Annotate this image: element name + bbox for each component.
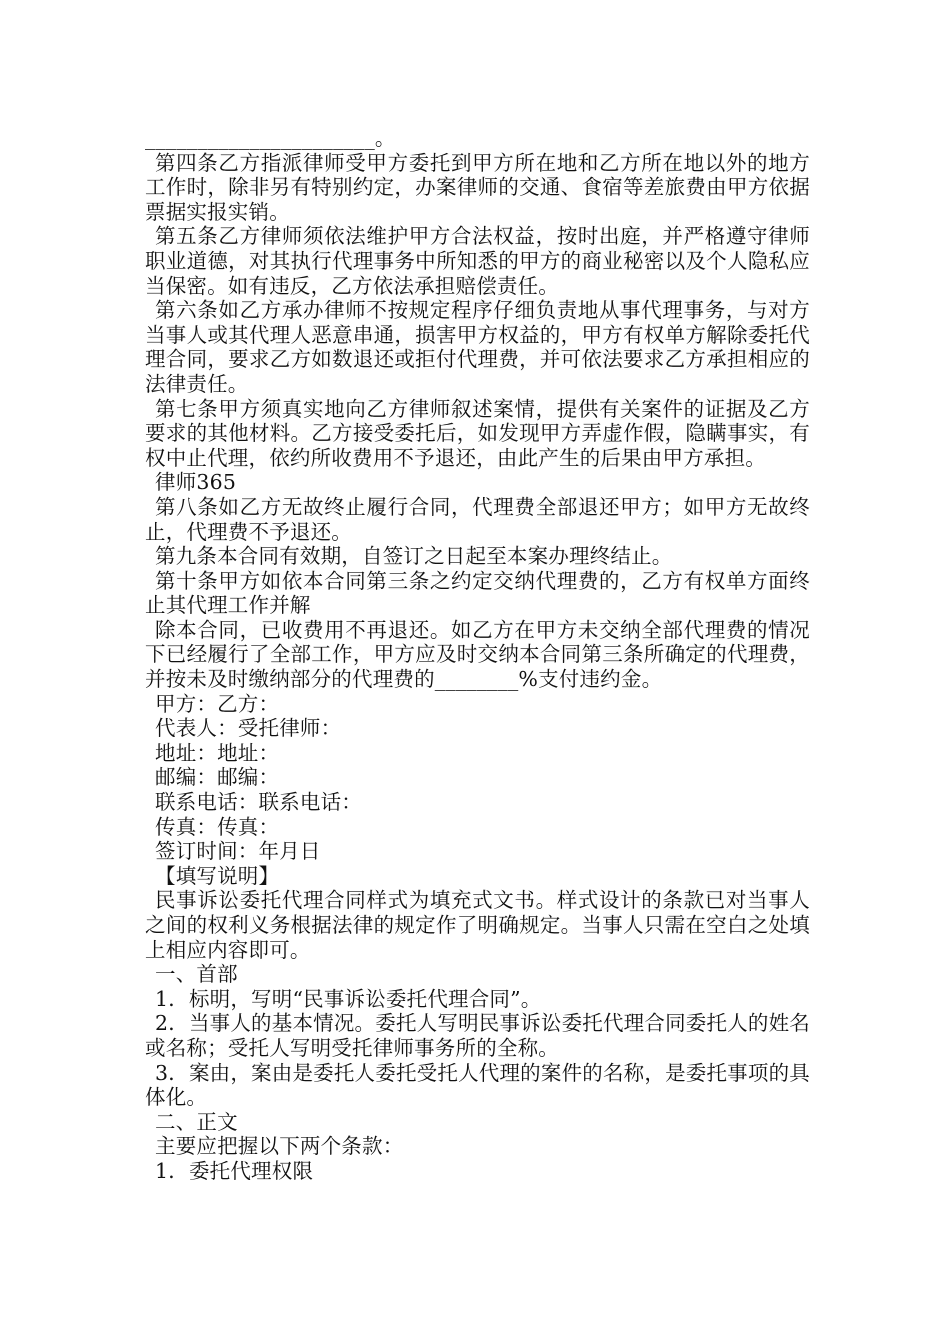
article-9: 第九条本合同有效期，自签订之日起至本案办理终结止。 [155,544,673,569]
signature-address: 地址：地址： [155,740,280,765]
article-6: 第六条如乙方承办律师不按规定程序仔细负责地从事代理事务，与对方当事人或其代理人恶意串通，损害甲方权益的，甲方有权单方解除委托代理合同，要求乙方如数退还或拒付代理费，并可依法要求乙方承担相应的法律责任。 [145,298,810,396]
body-item-1: 1．委托代理权限 [155,1158,314,1183]
blank-line: ______________________。 [145,126,396,150]
article-7: 第七条甲方须真实地向乙方律师叙述案情，提供有关案件的证据及乙方要求的其他材料。乙方接受委托后，如发现甲方弄虚作假，隐瞒事实，有权中止代理，依约所收费用不予退还，由此产生的后果由甲方承担。 [145,396,810,470]
article-10: 第十条甲方如依本合同第三条之约定交纳代理费的，乙方有权单方面终止其代理工作并解 [145,568,810,618]
signature-representative: 代表人：受托律师： [155,716,342,741]
document-body [145,126,810,1184]
instruction-item-3: 3．案由，案由是委托人委托受托人代理的案件的名称，是委托事项的具体化。 [145,1060,810,1110]
instructions-heading: 【填写说明】 [155,863,280,888]
signature-date: 签订时间：年月日 [155,839,321,864]
instructions-intro: 民事诉讼委托代理合同样式为填充式文书。样式设计的条款已对当事人之间的权利义务根据法律的规定作了明确规定。当事人只需在空白之处填上相应内容即可。 [145,888,810,962]
instruction-item-1: 1．标明，写明“民事诉讼委托代理合同”。 [155,986,542,1011]
body-intro: 主要应把握以下两个条款： [155,1134,404,1159]
article-5: 第五条乙方律师须依法维护甲方合法权益，按时出庭，并严格遵守律师职业道德，对其执行代理事务中所知悉的甲方的商业秘密以及个人隐私应当保密。如有违反，乙方依法承担赔偿责任。 [145,224,810,298]
article-8: 第八条如乙方无故终止履行合同，代理费全部退还甲方；如甲方无故终止，代理费不予退还。 [145,494,810,544]
signature-fax: 传真：传真： [155,814,280,839]
section-heading-header: 一、首部 [155,962,238,987]
instruction-item-2: 2．当事人的基本情况。委托人写明民事诉讼委托代理合同委托人的姓名或名称；受托人写明受托律师事务所的全称。 [145,1011,810,1060]
source-note: 律师365 [155,470,237,495]
article-4: 第四条乙方指派律师受甲方委托到甲方所在地和乙方所在地以外的地方工作时，除非另有特别约定，办案律师的交通、食宿等差旅费由甲方依据票据实报实销。 [145,150,810,224]
article-10-continued: 除本合同，已收费用不再退还。如乙方在甲方未交纳全部代理费的情况下已经履行了全部工作，甲方应及时交纳本合同第三条所确定的代理费，并按未及时缴纳部分的代理费的________%支付违约金。 [145,617,810,692]
signature-postcode: 邮编：邮编： [155,765,280,790]
signature-parties: 甲方：乙方： [155,691,280,716]
signature-phone: 联系电话：联系电话： [155,790,362,815]
section-heading-body: 二、正文 [155,1109,238,1134]
